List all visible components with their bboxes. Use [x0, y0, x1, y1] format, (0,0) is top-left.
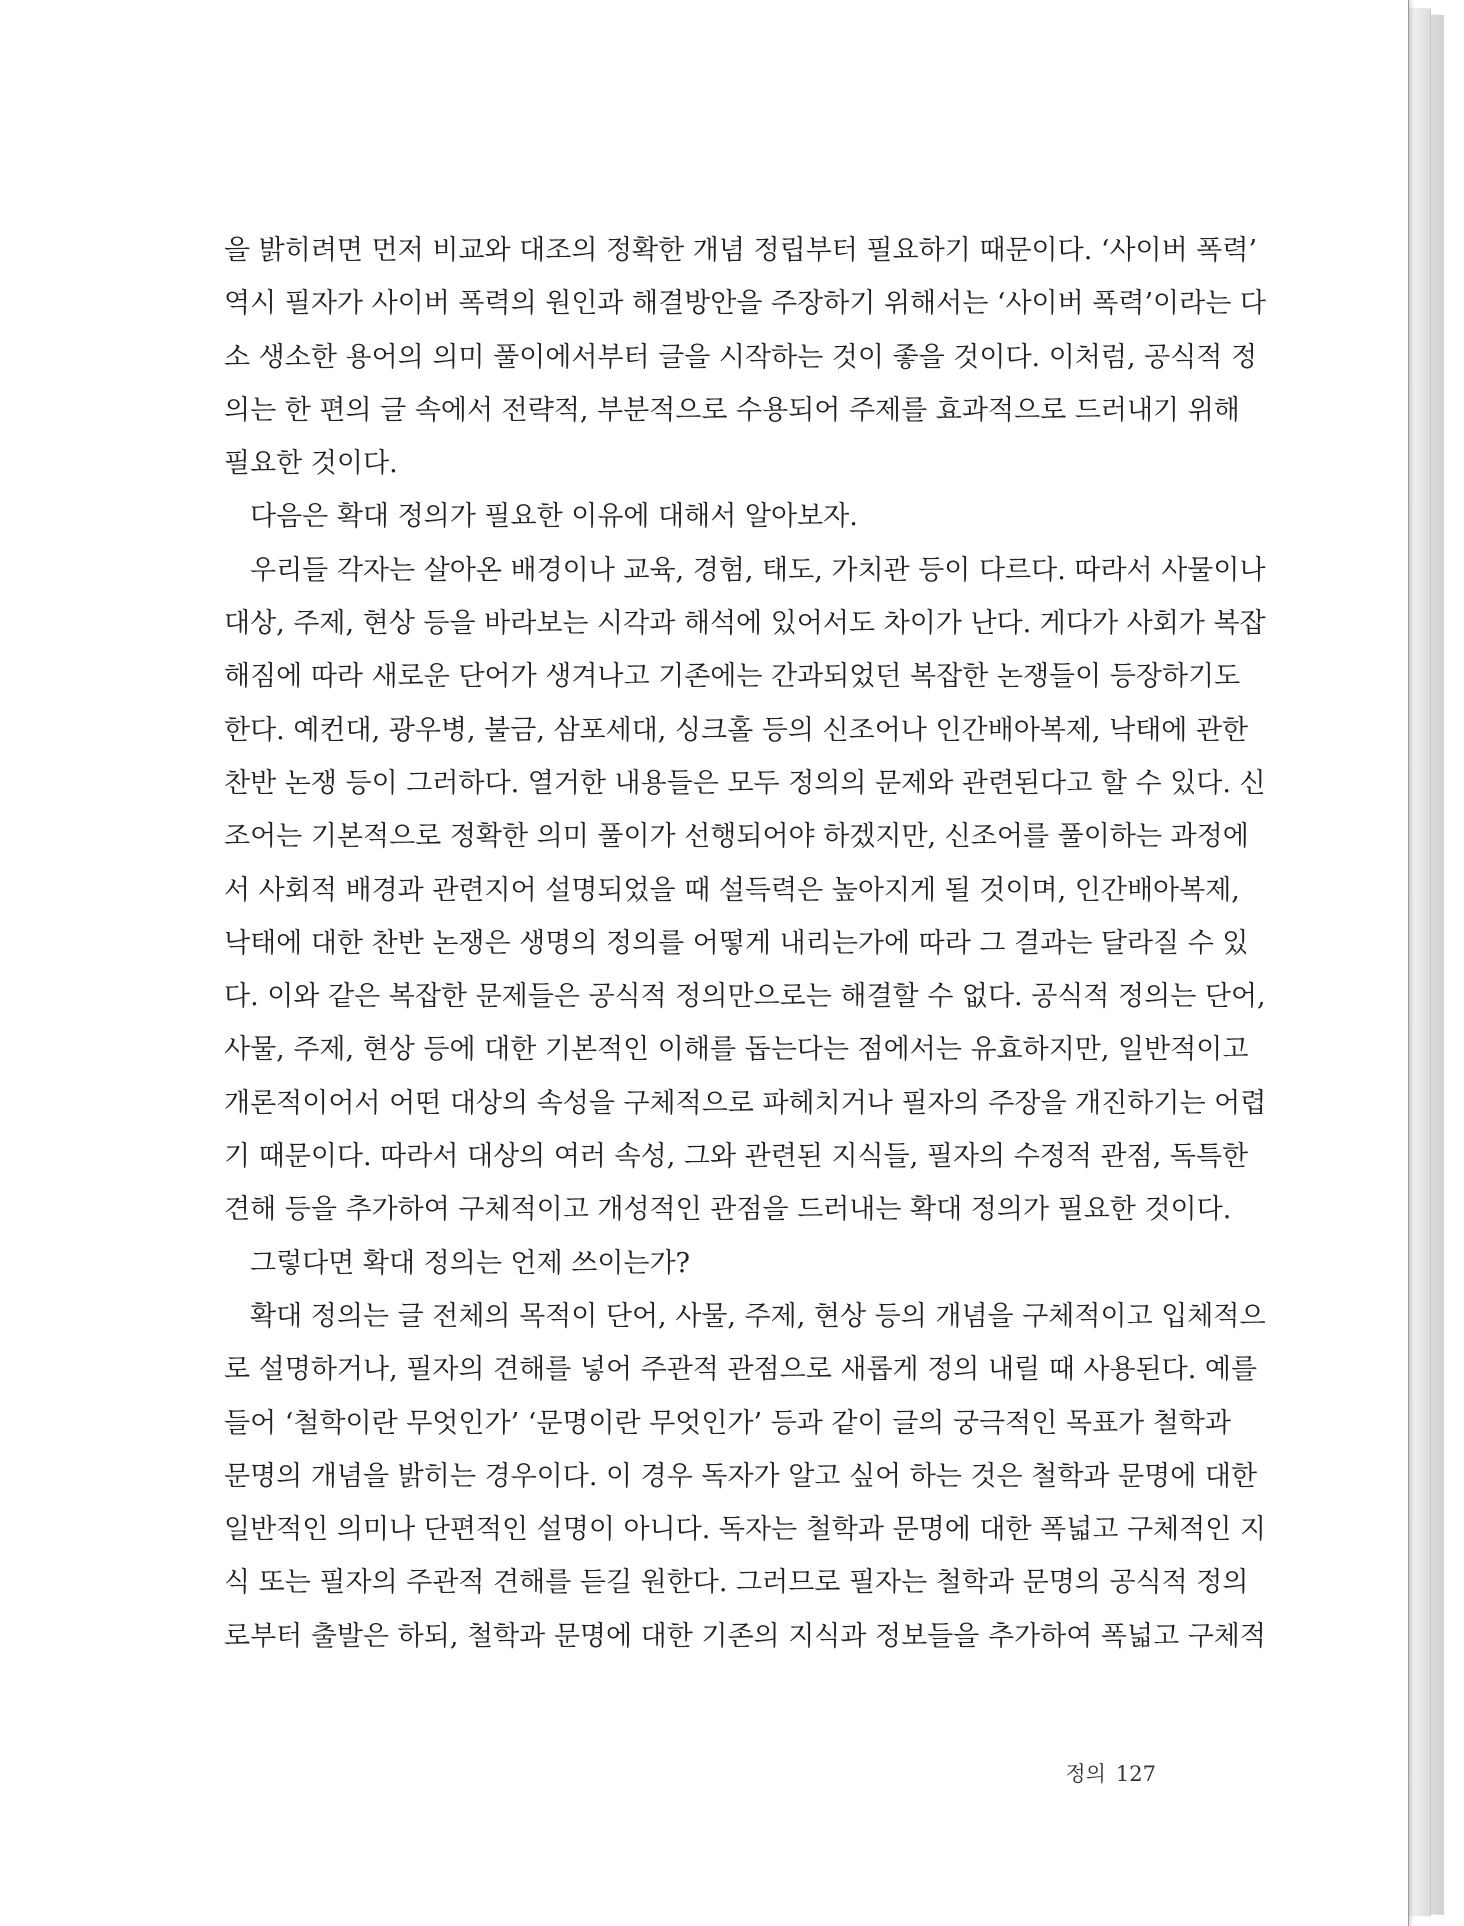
text-line: 견해 등을 추가하여 구체적이고 개성적인 관점을 드러내는 확대 정의가 필요한 것이다.: [224, 1194, 1232, 1226]
text-line: 다. 이와 같은 복잡한 문제들은 공식적 정의만으로는 해결할 수 없다. 공식적 정의는 단어,: [224, 981, 1266, 1013]
text-line: 다음은 확대 정의가 필요한 이유에 대해서 알아보자.: [250, 501, 858, 533]
text-line: 필요한 것이다.: [224, 448, 398, 480]
running-footer-section: 정의: [1065, 1762, 1106, 1786]
text-line: 을 밝히려면 먼저 비교와 대조의 정확한 개념 정립부터 필요하기 때문이다. ‘사이버 폭력’: [224, 235, 1258, 266]
text-line: 문명의 개념을 밝히는 경우이다. 이 경우 독자가 알고 싶어 하는 것은 철학과 문명에 대한: [224, 1460, 1258, 1492]
page-stack-edge-inner: [1408, 8, 1431, 1916]
text-line: 의는 한 편의 글 속에서 전략적, 부분적으로 수용되어 주제를 효과적으로 드러내기 위해: [224, 394, 1240, 426]
text-line: 한다. 예컨대, 광우병, 불금, 삼포세대, 싱크홀 등의 신조어나 인간배아복제, 낙태에 관한: [224, 714, 1249, 746]
text-line: 우리들 각자는 살아온 배경이나 교육, 경험, 태도, 가치관 등이 다르다. 따라서 사물이나: [250, 554, 1266, 586]
text-line: 사물, 주제, 현상 등에 대한 기본적인 이해를 돕는다는 점에서는 유효하지만, 일반적이고: [224, 1034, 1249, 1066]
text-line: 로부터 출발은 하되, 철학과 문명에 대한 기존의 지식과 정보들을 추가하여 폭넓고 구체적: [224, 1620, 1266, 1652]
text-line: 들어 ‘철학이란 무엇인가’ ‘문명이란 무엇인가’ 등과 같이 글의 궁극적인 목표가 철학과: [224, 1407, 1231, 1439]
text-line: 식 또는 필자의 주관적 견해를 듣길 원한다. 그러므로 필자는 철학과 문명의 공식적 정의: [224, 1567, 1249, 1599]
body-text: [224, 224, 1267, 1663]
text-line: 역시 필자가 사이버 폭력의 원인과 해결방안을 주장하기 위해서는 ‘사이버 폭력’이라는 다: [224, 288, 1266, 320]
text-line: 찬반 논쟁 등이 그러하다. 열거한 내용들은 모두 정의의 문제와 관련된다고 할 수 있다. 신: [224, 767, 1266, 799]
text-line: 그렇다면 확대 정의는 언제 쓰이는가?: [250, 1247, 691, 1279]
text-line: 해짐에 따라 새로운 단어가 생겨나고 기존에는 간과되었던 복잡한 논쟁들이 등장하기도: [224, 661, 1241, 693]
text-line: 소 생소한 용어의 의미 풀이에서부터 글을 시작하는 것이 좋을 것이다. 이처럼, 공식적 정: [224, 341, 1258, 373]
text-line: 개론적이어서 어떤 대상의 속성을 구체적으로 파헤치거나 필자의 주장을 개진하기는 어렵: [224, 1087, 1267, 1119]
text-line: 낙태에 대한 찬반 논쟁은 생명의 정의를 어떻게 내리는가에 따라 그 결과는 달라질 수 있: [224, 927, 1249, 959]
text-line: 조어는 기본적으로 정확한 의미 풀이가 선행되어야 하겠지만, 신조어를 풀이하는 과정에: [224, 821, 1249, 853]
page-footer: [1065, 1758, 1156, 1788]
text-line: 로 설명하거나, 필자의 견해를 넣어 주관적 관점으로 새롭게 정의 내릴 때 사용된다. 예를: [224, 1354, 1258, 1386]
text-line: 확대 정의는 글 전체의 목적이 단어, 사물, 주제, 현상 등의 개념을 구체적이고 입체적으: [250, 1300, 1266, 1332]
text-line: 일반적인 의미나 단편적인 설명이 아니다. 독자는 철학과 문명에 대한 폭넓고 구체적인 지: [224, 1514, 1266, 1546]
text-line: 서 사회적 배경과 관련지어 설명되었을 때 설득력은 높아지게 될 것이며, 인간배아복제,: [224, 874, 1240, 906]
text-line: 기 때문이다. 따라서 대상의 여러 속성, 그와 관련된 지식들, 필자의 수정적 관점, 독특한: [224, 1141, 1249, 1173]
text-line: 대상, 주제, 현상 등을 바라보는 시각과 해석에 있어서도 차이가 난다. 게다가 사회가 복잡: [224, 608, 1266, 640]
page-number: 127: [1115, 1762, 1156, 1786]
